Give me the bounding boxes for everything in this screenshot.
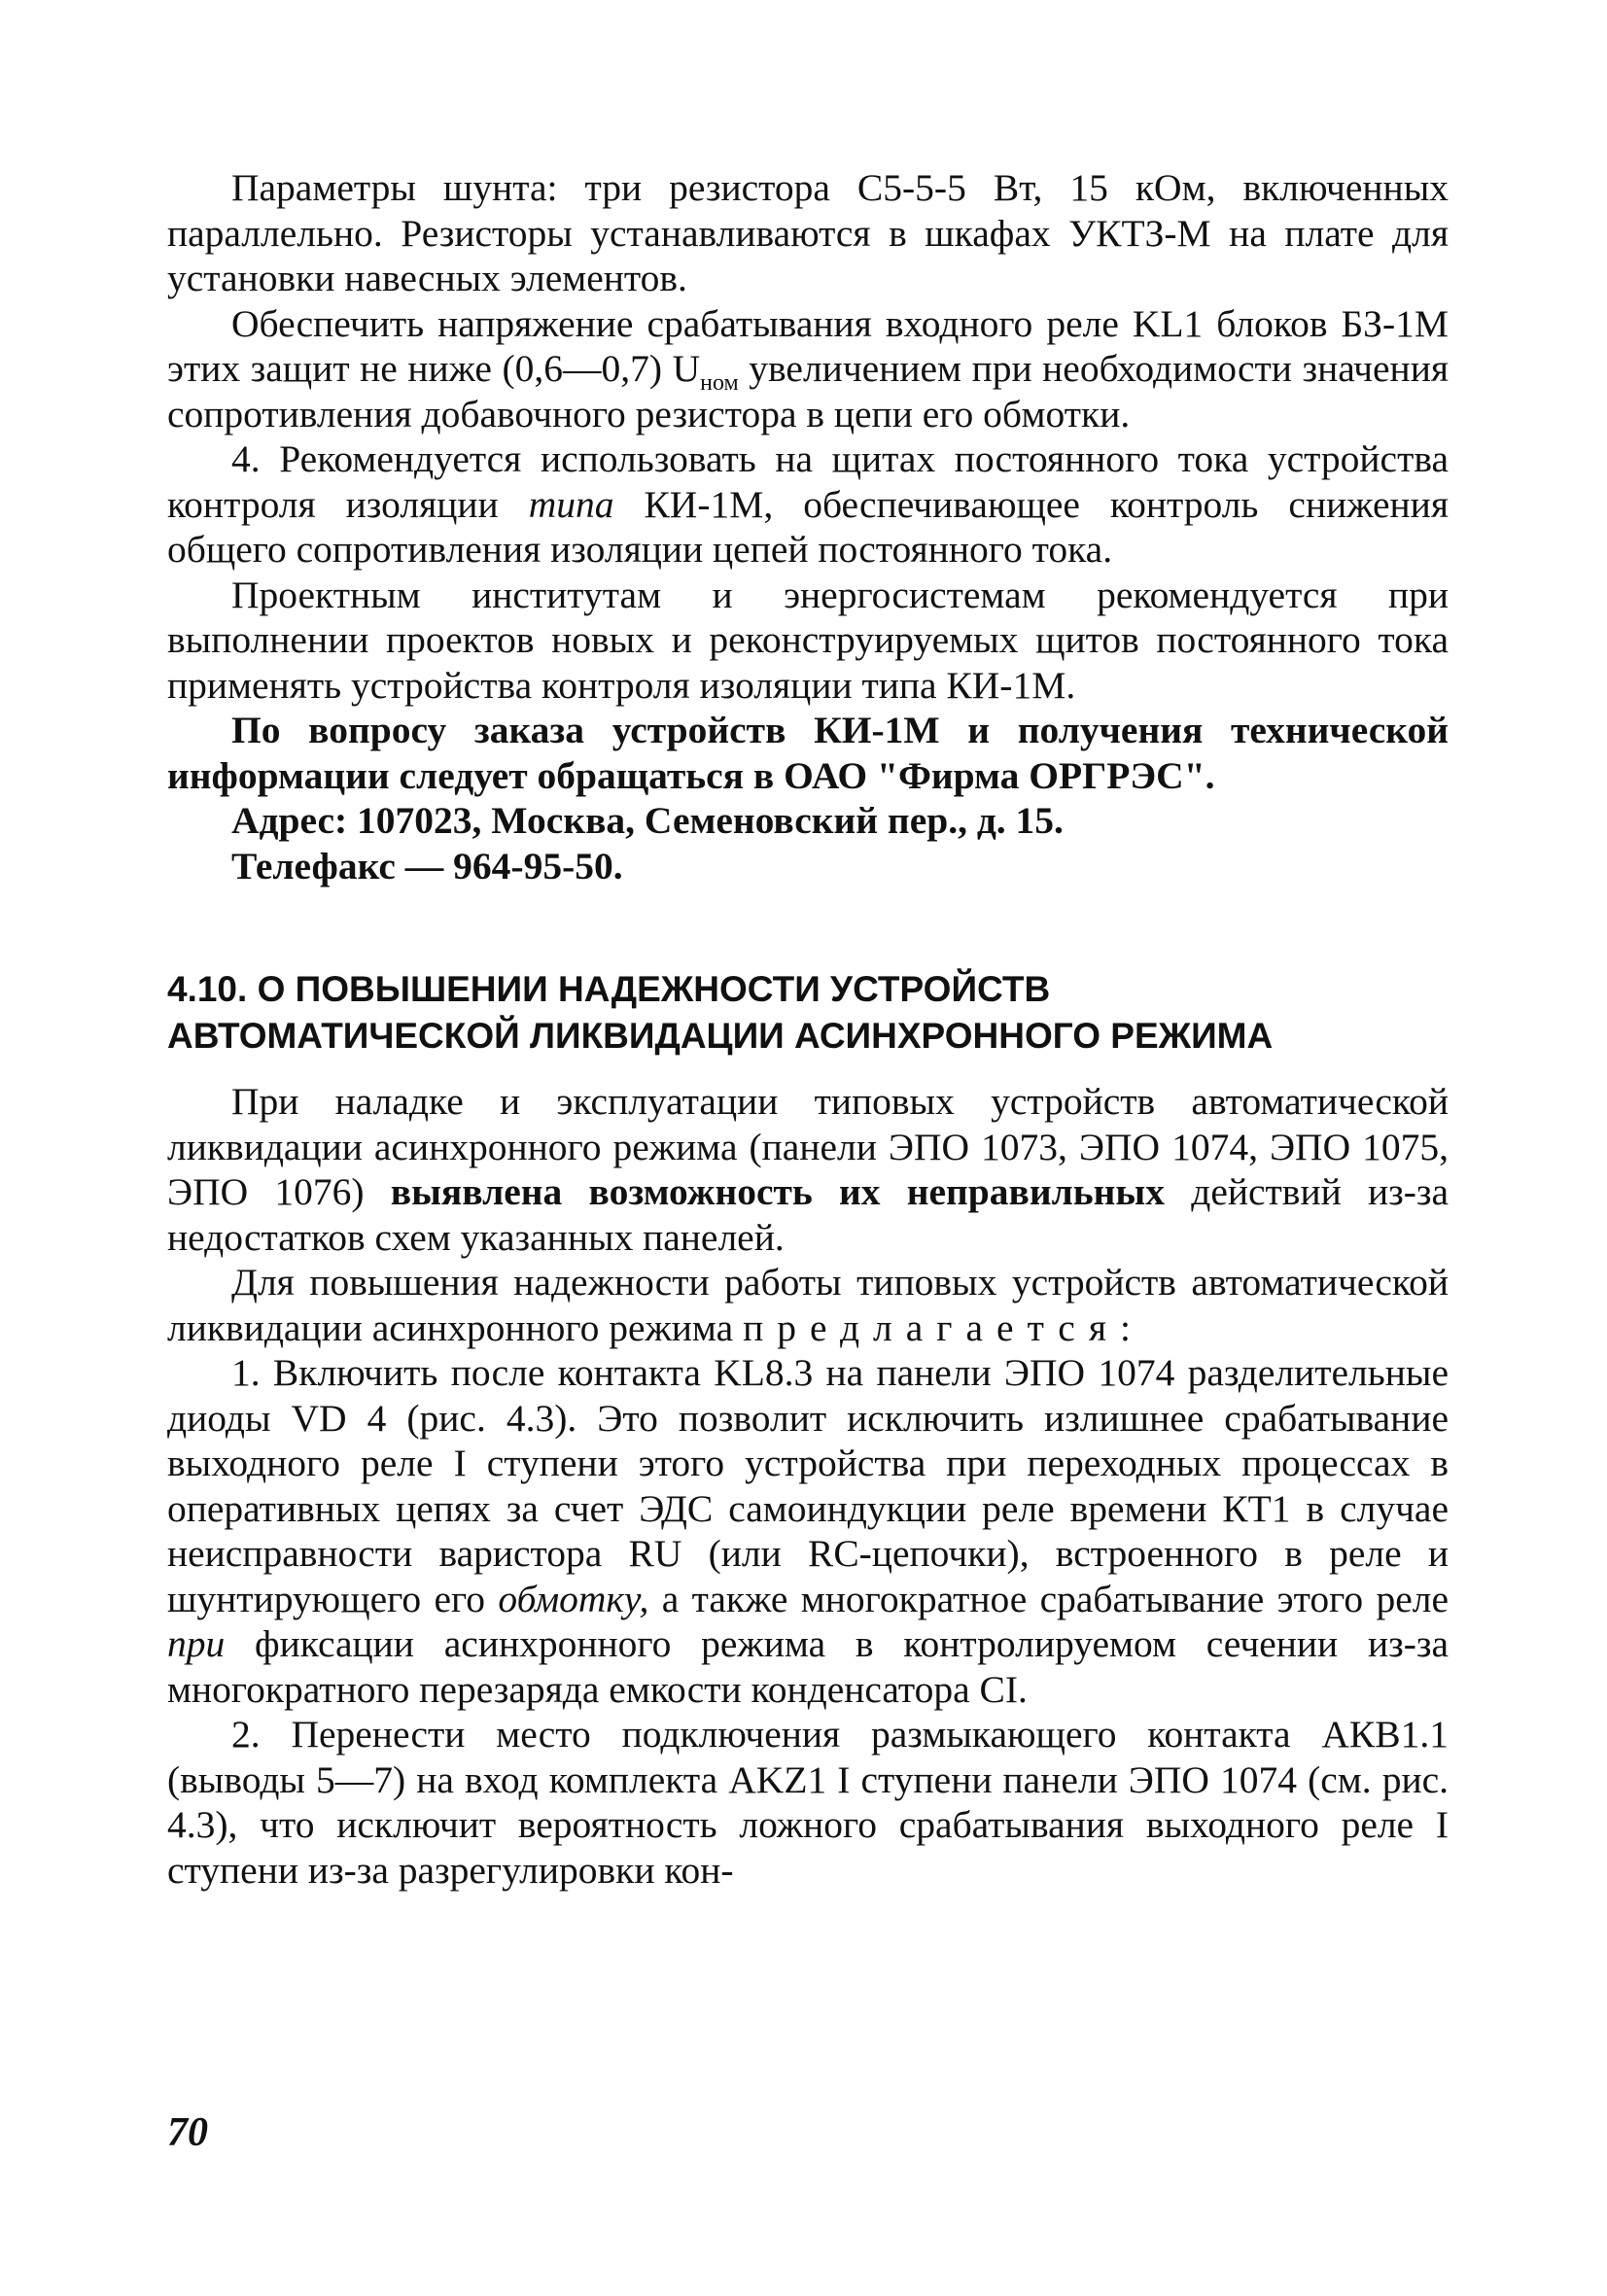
paragraph-proposal-intro — [167, 1260, 1449, 1350]
paragraph-shunt-parameters: Параметры шунта: три резистора С5-5-5 Вт, 15 кОм, включенных параллельно. Резисторы устанавливаются в шкафах УКТЗ-М на плате для установки навесных элементов. — [167, 166, 1449, 299]
paragraph-relay-voltage — [167, 301, 1449, 437]
paragraph-item-1-text-c: фиксации асинхронного режима в контролируемом сечении из-за многократного перезаряда емкости конденсатора CI. — [167, 1622, 1449, 1711]
section-heading-line-2: АВТОМАТИЧЕСКОЙ ЛИКВИДАЦИИ АСИНХРОННОГО РЕЖИМА — [167, 1016, 1274, 1056]
paragraph-recommendation-4-text-a: Рекомендуется использовать на щитах постоянного тока устройства контроля изоляции — [167, 437, 1449, 526]
spaced-word-proposed: предлагается: — [743, 1305, 1144, 1349]
paragraph-commissioning-bold: выявлена возможность их неправильных — [390, 1170, 1166, 1213]
paragraph-recommendation-4-italic: типа — [528, 482, 614, 526]
paragraph-item-1-text-a: 1. Включить после контакта KL8.3 на панели ЭПО 1074 разделительные диоды VD 4 (рис. 4.3). Это позволит исключить излишнее срабатывание выходного реле I ступени этого устройства при переходных процессах в оперативных цепях за счет ЭДС самоиндукции реле времени КТ1 в случае неисправности варистора RU (или RC-цепочки), встроенного в реле и шунтирующего его — [167, 1351, 1449, 1620]
paragraph-commissioning-text-a: При наладке и эксплуатации типовых устройств автоматической ликвидации асинхронного режима (панели ЭПО 1073, ЭПО 1074, ЭПО 1075, ЭПО 1076) — [167, 1080, 1449, 1213]
paragraph-item-1-italic-b: при — [167, 1622, 226, 1665]
paragraph-proposal-intro-text: Для повышения надежности работы типовых устройств автоматической ликвидации асинхронного режима — [167, 1261, 1449, 1349]
item-number-4: 4. — [231, 437, 261, 480]
paragraph-commissioning — [167, 1079, 1449, 1260]
paragraph-relay-voltage-text-b: увеличением при необходимости значения сопротивления добавочного резистора в цепи его обмотки. — [167, 347, 1450, 435]
paragraph-relay-voltage-text-a: Обеспечить напряжение срабатывания входного реле KL1 блоков БЗ-1М этих защит не ниже (0,6—0,7) U — [167, 301, 1449, 390]
paragraph-item-1-text-b: а также многократное срабатывание этого реле — [648, 1577, 1449, 1620]
contact-order-info: По вопросу заказа устройств КИ-1М и получения технической информации следует обращаться в ОАО "Фирма ОРГРЭС". — [167, 709, 1449, 797]
page-number: 70 — [167, 2110, 208, 2155]
section-heading-line-1: 4.10. О ПОВЫШЕНИИ НАДЕЖНОСТИ УСТРОЙСТВ — [167, 969, 1051, 1009]
paragraph-recommendation-4-text-b: КИ-1М, обеспечивающее контроль снижения общего сопротивления изоляции цепей постоянного тока. — [167, 482, 1449, 571]
paragraph-item-2: 2. Перенести место подключения размыкающего контакта АКВ1.1 (выводы 5—7) на вход комплекта AKZ1 I ступени панели ЭПО 1074 (см. рис. 4.3), что исключит вероятность ложного срабатывания выходного реле I ступени из-за разрегулировки кон- — [167, 1713, 1449, 1892]
paragraph-item-1-italic-a: обмотку, — [498, 1577, 649, 1620]
contact-address: Адрес: 107023, Москва, Семеновский пер., д. 15. — [231, 799, 1064, 842]
paragraph-item-1 — [167, 1350, 1449, 1712]
paragraph-recommendation-4 — [167, 436, 1449, 573]
section-heading — [167, 966, 1449, 1060]
subscript-nom: ном — [700, 369, 739, 396]
paragraph-commissioning-text-c: действий из-за недостатков схем указанных панелей. — [167, 1170, 1449, 1259]
contact-fax: Телефакс — 964-95-50. — [231, 844, 623, 887]
paragraph-design-institutes: Проектным институтам и энергосистемам рекомендуется при выполнении проектов новых и реконструируемых щитов постоянного тока применять устройства контроля изоляции типа КИ-1М. — [167, 573, 1449, 707]
page-body — [167, 165, 1449, 1893]
